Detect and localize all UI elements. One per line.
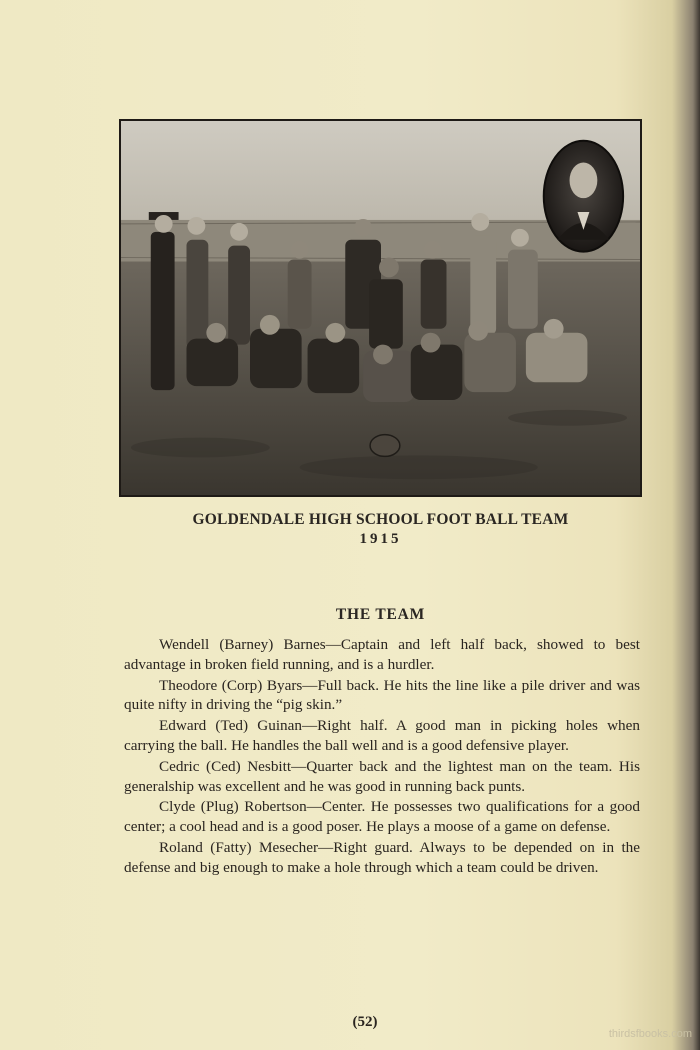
team-photograph [119, 119, 642, 497]
paragraph-byars: Theodore (Corp) Byars—Full back. He hits the line like a pile driver and was quite nifty in driving the “pig skin.” [124, 676, 640, 714]
page-number: (52) [352, 1014, 378, 1030]
team-photograph-image [121, 121, 640, 495]
paragraph-mesecher: Roland (Fatty) Mesecher—Right guard. Always to be depended on in the defense and big enough to make a hole through which a team could be driven. [124, 838, 640, 876]
photo-caption-title: GOLDENDALE HIGH SCHOOL FOOT BALL TEAM [192, 511, 569, 528]
paragraph-barnes: Wendell (Barney) Barnes—Captain and left half back, showed to best advantage in broken field running, and is a hurdler. [124, 636, 640, 673]
section-title: THE TEAM [335, 606, 426, 623]
paragraph-guinan: Edward (Ted) Guinan—Right half. A good man in picking holes when carrying the ball. He handles the ball well and is a good defensive player. [124, 717, 640, 754]
photo-caption-year: 1915 [359, 531, 402, 547]
paragraph-nesbitt: Cedric (Ced) Nesbitt—Quarter back and the lightest man on the team. His generalship was excellent and he was good in running back punts. [124, 757, 640, 795]
paragraph-robertson: Clyde (Plug) Robertson—Center. He possesses two qualifications for a good center; a cool head and is a good poser. He plays a moose of a game on defense. [124, 798, 640, 836]
watermark: thirdsfbooks.com [608, 1028, 692, 1040]
player-descriptions [124, 635, 640, 879]
